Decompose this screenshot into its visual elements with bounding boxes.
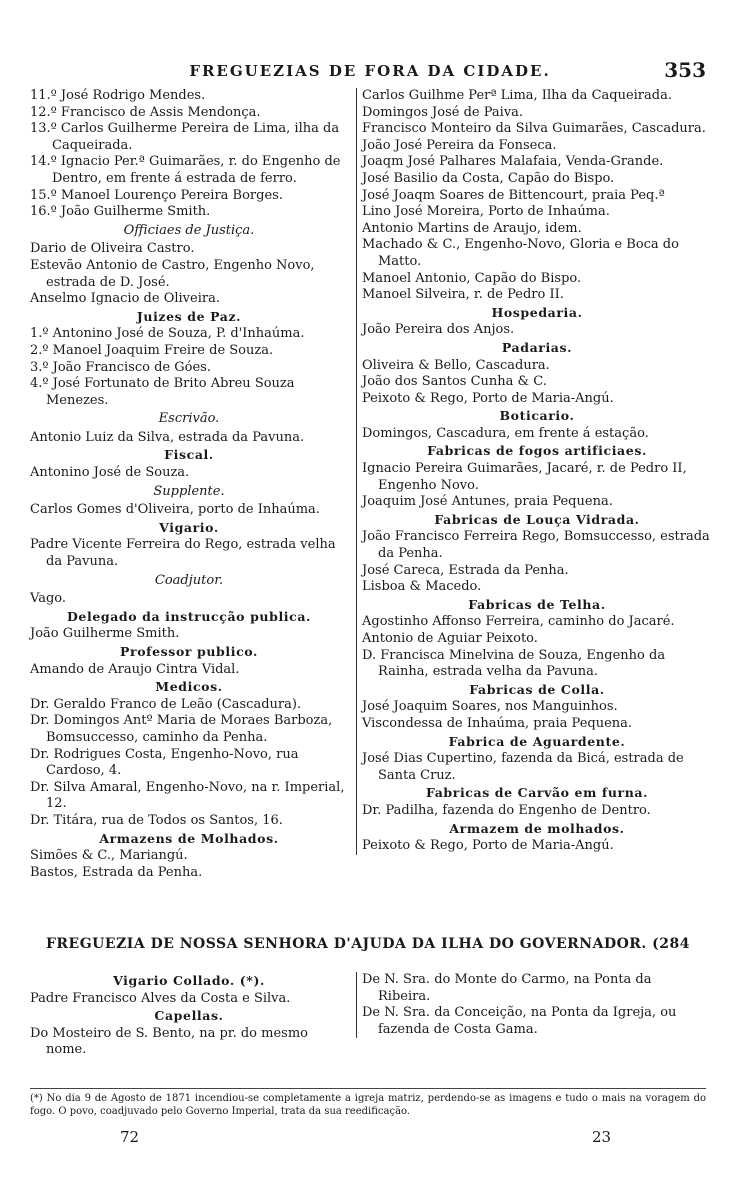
- heading-boticario: Boticario.: [499, 408, 575, 424]
- heading-padarias: Padarias.: [501, 339, 573, 355]
- heading-coadjutor: Coadjutor.: [154, 572, 224, 588]
- list-item: De N. Sra. da Conceição, na Ponta da Igreja, ou fazenda de Costa Gama.: [362, 1005, 677, 1037]
- list-item: 1.º Antonino José de Souza, P. d'Inhaúma.: [30, 326, 305, 342]
- list-item: João Pereira dos Anjos.: [362, 322, 515, 338]
- list-item: Viscondessa de Inhaúma, praia Pequena.: [362, 715, 633, 731]
- heading-medicos: Medicos.: [155, 679, 223, 695]
- list-item: 13.º Carlos Guilherme Pereira de Lima, ilha da Caqueirada.: [30, 121, 340, 153]
- list-item: 14.º Ignacio Per.ª Guimarães, r. do Engenho de Dentro, em frente á estrada de ferro.: [30, 154, 341, 186]
- heading-fiscal: Fiscal.: [164, 447, 214, 463]
- list-item: Manoel Silveira, r. de Pedro II.: [362, 287, 564, 303]
- right-column: [356, 88, 712, 855]
- list-item: José Careca, Estrada da Penha.: [362, 562, 569, 578]
- running-header: [30, 58, 706, 86]
- list-item: Dr. Domingos Antº Maria de Moraes Barboza, Bomsuccesso, caminho da Penha.: [30, 713, 333, 745]
- list-item: Estevão Antonio de Castro, Engenho Novo, estrada de D. José.: [30, 257, 315, 290]
- list-item: Do Mosteiro de S. Bento, na pr. do mesmo nome.: [30, 1025, 308, 1058]
- heading-supplente: Supplente.: [153, 483, 225, 499]
- heading-louca: Fabricas de Louça Vidrada.: [434, 511, 640, 527]
- left-column: [30, 88, 348, 881]
- list-item: 3.º João Francisco de Góes.: [30, 359, 211, 375]
- list-item: D. Francisca Minelvina de Souza, Engenho da Rainha, estrada velha da Pavuna.: [362, 647, 666, 680]
- list-item: 15.º Manoel Lourenço Pereira Borges.: [30, 187, 283, 203]
- signature-mark-left: 72: [120, 1128, 140, 1146]
- list-item: José Joaquim Soares, nos Manguinhos.: [362, 699, 618, 715]
- list-item: Antonino José de Souza.: [30, 465, 190, 481]
- list-item: 16.º João Guilherme Smith.: [30, 204, 211, 220]
- list-item: De N. Sra. do Monte do Carmo, na Ponta da Ribeira.: [362, 972, 652, 1004]
- list-item: Carlos Guilhme Perª Lima, Ilha da Caqueirada.: [362, 88, 672, 103]
- list-item: Dr. Titára, rua de Todos os Santos, 16.: [30, 812, 283, 828]
- list-item: Simões & C., Mariangú.: [30, 848, 188, 864]
- list-item: Domingos, Cascadura, em frente á estação.: [362, 425, 649, 441]
- footnote-divider: [30, 1088, 706, 1089]
- list-item: Vago.: [30, 591, 66, 607]
- list-item: Antonio de Aguiar Peixoto.: [362, 631, 538, 646]
- heading-telha: Fabricas de Telha.: [468, 596, 606, 612]
- list-item: Agostinho Affonso Ferreira, caminho do Jacaré.: [362, 614, 675, 630]
- list-item: José Basilio da Costa, Capão do Bispo.: [362, 170, 615, 186]
- list-item: Bastos, Estrada da Penha.: [30, 864, 203, 880]
- list-item: Antonio Martins de Araujo, idem.: [362, 220, 582, 236]
- heading-fogos: Fabricas de fogos artificiaes.: [427, 443, 647, 459]
- list-item: Carlos Gomes d'Oliveira, porto de Inhaúma.: [30, 502, 320, 518]
- heading-colla: Fabricas de Colla.: [469, 681, 605, 697]
- list-item: João dos Santos Cunha & C.: [362, 374, 547, 390]
- list-item: Ignacio Pereira Guimarães, Jacaré, r. de Pedro II, Engenho Novo.: [362, 461, 687, 493]
- section2-left: [30, 972, 348, 1059]
- page-title: FREGUEZIAS DE FORA DA CIDADE.: [189, 62, 551, 80]
- list-item: Machado & C., Engenho-Novo, Gloria e Boca do Matto.: [362, 237, 679, 269]
- heading-vigario-collado: Vigario Collado. (*).: [113, 973, 265, 988]
- list-item: Anselmo Ignacio de Oliveira.: [30, 291, 220, 307]
- section-title-ilha-governador: FREGUEZIA DE NOSSA SENHORA D'AJUDA DA ILHA DO GOVERNADOR. (284: [45, 936, 691, 952]
- signature-mark-right: 23: [592, 1128, 612, 1146]
- list-item: Oliveira & Bello, Cascadura.: [362, 357, 550, 373]
- heading-officiaes: Officiaes de Justiça.: [123, 222, 255, 238]
- list-item: Joaquim José Antunes, praia Pequena.: [362, 494, 613, 510]
- list-item: Lisboa & Macedo.: [362, 579, 482, 595]
- heading-armazens: Armazens de Molhados.: [99, 830, 279, 846]
- heading-delegado: Delegado da instrucção publica.: [66, 608, 311, 624]
- heading-capellas: Capellas.: [154, 1008, 224, 1024]
- list-item: Dr. Silva Amaral, Engenho-Novo, na r. Imperial, 12.: [30, 779, 345, 812]
- list-item: João José Pereira da Fonseca.: [362, 137, 557, 153]
- list-item: João Francisco Ferreira Rego, Bomsuccesso, estrada da Penha.: [362, 529, 710, 562]
- list-item: José Dias Cupertino, fazenda da Bicá, estrada de Santa Cruz.: [362, 751, 684, 783]
- list-item: Peixoto & Rego, Porto de Maria-Angú.: [362, 390, 614, 406]
- heading-professor: Professor publico.: [120, 644, 258, 659]
- list-item: Dr. Rodrigues Costa, Engenho-Novo, rua Cardoso, 4.: [30, 746, 299, 779]
- list-item: Manoel Antonio, Capão do Bispo.: [362, 270, 582, 286]
- list-item: 11.º José Rodrigo Mendes.: [30, 88, 206, 103]
- list-item: 2.º Manoel Joaquim Freire de Souza.: [30, 342, 274, 358]
- list-item: Dario de Oliveira Castro.: [30, 241, 195, 257]
- list-item: Antonio Luiz da Silva, estrada da Pavuna.: [30, 429, 305, 445]
- heading-juizes: Juizes de Paz.: [136, 308, 242, 324]
- list-item: Padre Vicente Ferreira do Rego, estrada velha da Pavuna.: [30, 537, 336, 570]
- list-item: Joaqm José Palhares Malafaia, Venda-Grande.: [362, 154, 664, 170]
- list-item: Dr. Geraldo Franco de Leão (Cascadura).: [30, 696, 302, 712]
- list-item: Francisco Monteiro da Silva Guimarães, Cascadura.: [362, 121, 706, 137]
- heading-carvao: Fabricas de Carvão em furna.: [425, 785, 649, 801]
- list-item: Lino José Moreira, Porto de Inhaúma.: [362, 204, 610, 220]
- list-item: 4.º José Fortunato de Brito Abreu Souza Menezes.: [30, 376, 295, 408]
- list-item: Padre Francisco Alves da Costa e Silva.: [30, 990, 291, 1006]
- list-item: José Joaqm Soares de Bittencourt, praia Peq.ª: [362, 187, 665, 203]
- list-item: Amando de Araujo Cintra Vidal.: [30, 661, 240, 677]
- section2-right: [356, 972, 707, 1038]
- list-item: Domingos José de Paiva.: [362, 104, 524, 120]
- page-number: 353: [664, 58, 706, 82]
- list-item: João Guilherme Smith.: [30, 626, 180, 642]
- heading-escrivao: Escrivão.: [158, 411, 220, 427]
- list-item: Dr. Padilha, fazenda do Engenho de Dentro.: [362, 802, 651, 818]
- heading-vigario: Vigario.: [159, 519, 219, 535]
- list-item: Peixoto & Rego, Porto de Maria-Angú.: [362, 838, 614, 854]
- heading-aguardente: Fabrica de Aguardente.: [448, 733, 626, 749]
- footnote: (*) No dia 9 de Agosto de 1871 incendiou-se completamente a igreja matriz, perdendo-se as imagens e tudo o mais na voragem do fogo. O povo, coadjuvado pelo Governo Imperial, trata da sua reedificação.: [30, 1093, 706, 1117]
- heading-hospedaria: Hospedaria.: [491, 304, 583, 320]
- heading-armazem: Armazem de molhados.: [449, 820, 625, 836]
- list-item: 12.º Francisco de Assis Mendonça.: [30, 104, 261, 120]
